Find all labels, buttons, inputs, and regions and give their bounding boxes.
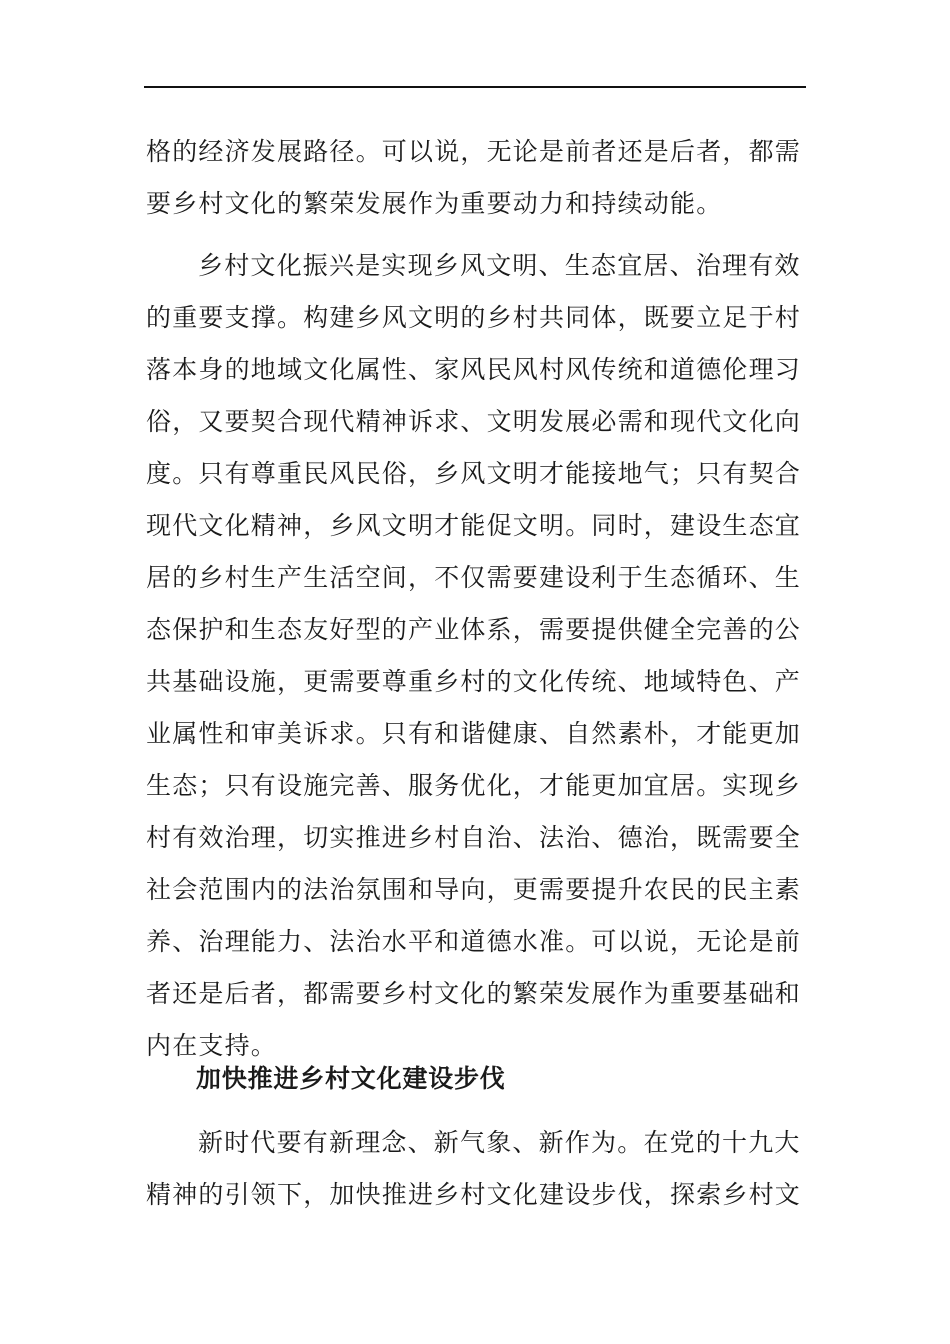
paragraph-continuation	[146, 126, 802, 230]
text-line: 度。只有尊重民风民俗，乡风文明才能接地气；只有契合	[146, 459, 802, 488]
header-rule	[144, 86, 806, 88]
text-line: 现代文化精神，乡风文明才能促文明。同时，建设生态宜	[146, 511, 802, 540]
text-line: 精神的引领下，加快推进乡村文化建设步伐，探索乡村文	[146, 1180, 802, 1209]
paragraph-cultural-revitalization	[146, 240, 802, 1072]
text-line: 新时代要有新理念、新气象、新作为。在党的十九大	[198, 1128, 801, 1157]
text-line: 落本身的地域文化属性、家风民风村风传统和道德伦理习	[146, 355, 802, 384]
text-line: 内在支持。	[146, 1031, 278, 1060]
text-line: 养、治理能力、法治水平和道德水准。可以说，无论是前	[146, 927, 802, 956]
text-line: 者还是后者，都需要乡村文化的繁荣发展作为重要基础和	[146, 979, 802, 1008]
text-line: 的重要支撑。构建乡风文明的乡村共同体，既要立足于村	[146, 303, 802, 332]
text-line: 格的经济发展路径。可以说，无论是前者还是后者，都需	[146, 137, 802, 166]
paragraph-new-era	[146, 1117, 802, 1221]
text-line: 乡村文化振兴是实现乡风文明、生态宜居、治理有效	[198, 251, 801, 280]
text-line: 业属性和审美诉求。只有和谐健康、自然素朴，才能更加	[146, 719, 802, 748]
text-line: 态保护和生态友好型的产业体系，需要提供健全完善的公	[146, 615, 802, 644]
text-line: 生态；只有设施完善、服务优化，才能更加宜居。实现乡	[146, 771, 802, 800]
text-line: 要乡村文化的繁荣发展作为重要动力和持续动能。	[146, 189, 723, 218]
text-line: 村有效治理，切实推进乡村自治、法治、德治，既需要全	[146, 823, 802, 852]
section-heading: 加快推进乡村文化建设步伐	[196, 1064, 506, 1093]
text-line: 社会范围内的法治氛围和导向，更需要提升农民的民主素	[146, 875, 802, 904]
text-line: 共基础设施，更需要尊重乡村的文化传统、地域特色、产	[146, 667, 802, 696]
text-line: 居的乡村生产生活空间，不仅需要建设利于生态循环、生	[146, 563, 802, 592]
text-line: 俗，又要契合现代精神诉求、文明发展必需和现代文化向	[146, 407, 802, 436]
